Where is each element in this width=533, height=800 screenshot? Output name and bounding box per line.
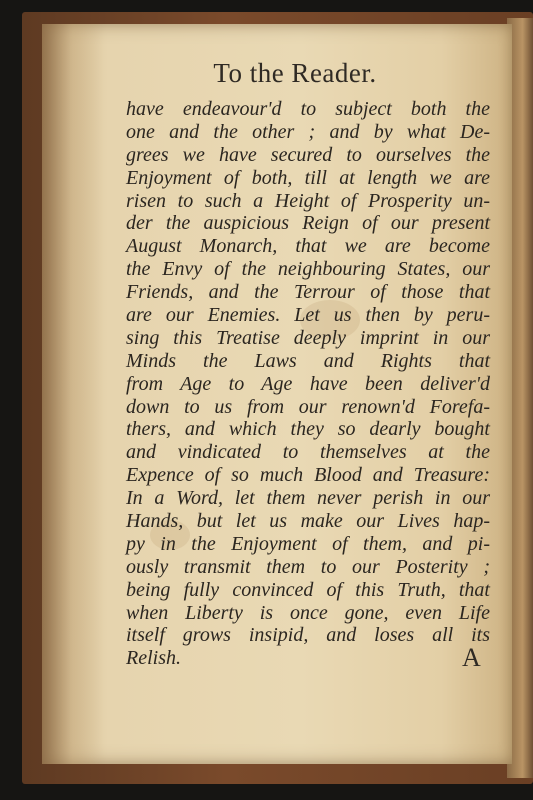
text-line: when Liberty is once gone, even Life xyxy=(126,601,490,624)
text-line: Friends, and the Terrour of those that xyxy=(126,281,490,304)
text-line: sing this Treatise deeply imprint in our xyxy=(126,326,490,349)
text-line: being fully convinced of this Truth, that xyxy=(126,578,490,601)
text-line: In a Word, let them never perish in our xyxy=(126,487,490,510)
text-line: have endeavour'd to subject both the xyxy=(126,98,490,120)
text-line: and vindicated to themselves at the xyxy=(126,441,490,464)
gutter-shadow xyxy=(42,24,104,764)
text-line: August Monarch, that we are become xyxy=(126,235,490,258)
text-line: Expence of so much Blood and Treasure: xyxy=(126,464,490,487)
text-line: Hands, but let us make our Lives hap- xyxy=(126,510,490,533)
text-line: the Envy of the neighbouring States, our xyxy=(126,258,490,281)
text-line: are our Enemies. Let us then by peru- xyxy=(126,304,490,327)
text-line: grees we have secured to ourselves the xyxy=(126,143,490,166)
text-line: risen to such a Height of Prosperity un- xyxy=(126,189,490,212)
text-line: py in the Enjoyment of them, and pi- xyxy=(126,532,490,555)
text-line: down to us from our renown'd Forefa- xyxy=(126,395,490,418)
text-line: der the auspicious Reign of our present xyxy=(126,212,490,235)
text-line: itself grows insipid, and loses all its xyxy=(126,624,490,647)
text-line: ously transmit them to our Posterity ; xyxy=(126,555,490,578)
text-line: Enjoyment of both, till at length we are xyxy=(126,166,490,189)
running-head: To the Reader. xyxy=(213,58,377,88)
text-line: thers, and which they so dearly bought xyxy=(126,418,490,441)
text-line: Relish. xyxy=(126,647,181,670)
text-line: from Age to Age have been deliver'd xyxy=(126,372,490,395)
text-line: one and the other ; and by what De- xyxy=(126,120,490,143)
body-text xyxy=(126,98,490,670)
signature-mark: A xyxy=(462,643,481,672)
text-line: Minds the Laws and Rights that xyxy=(126,349,490,372)
